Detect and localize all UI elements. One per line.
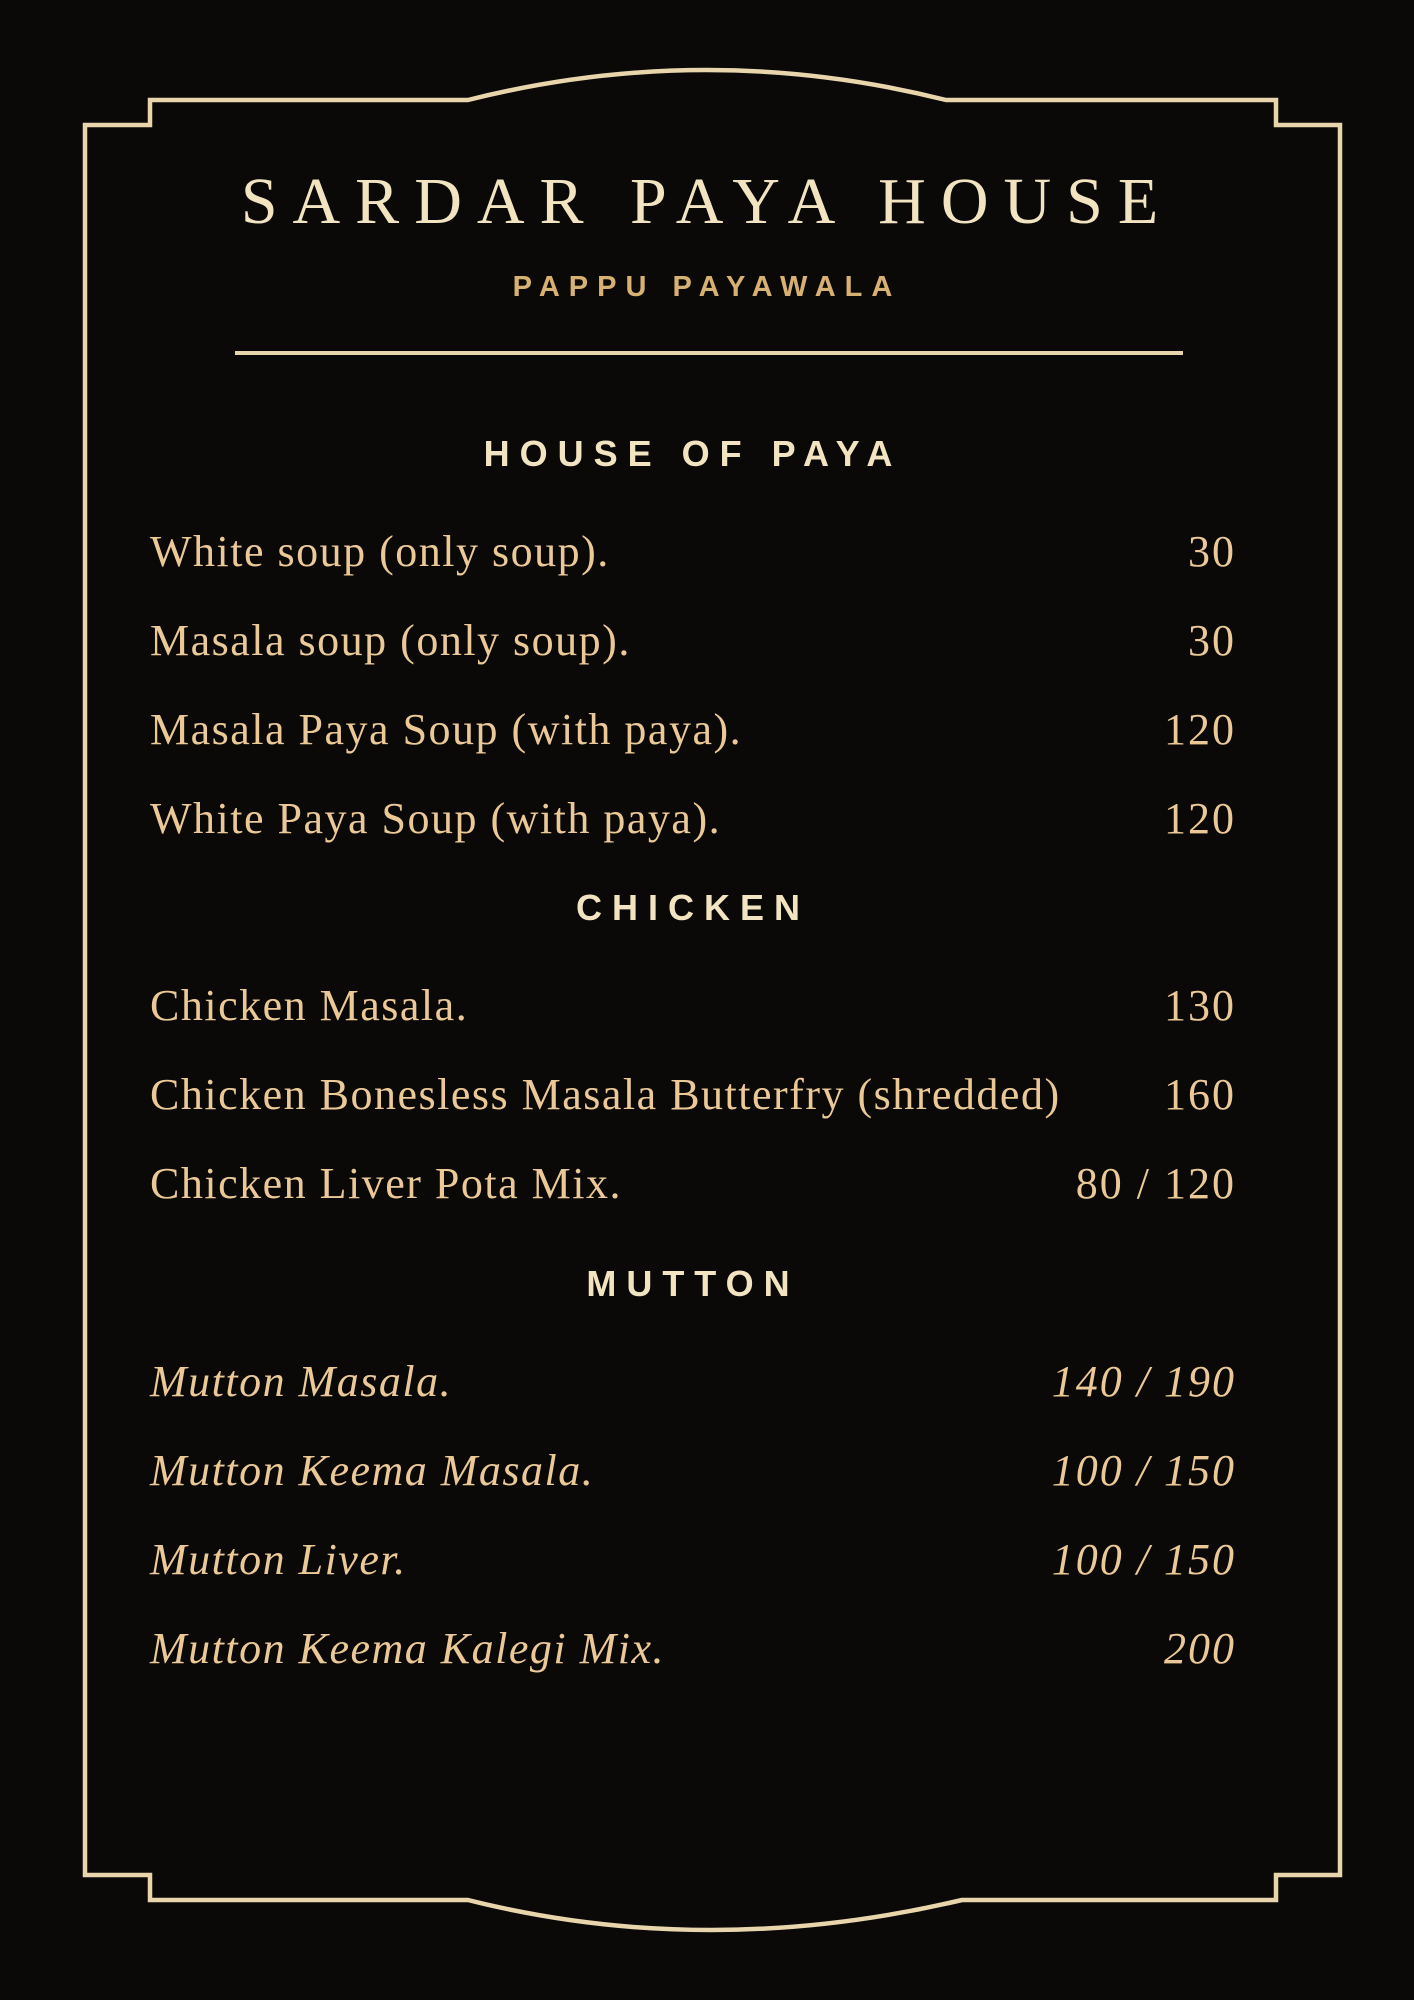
section-title: CHICKEN [575,887,810,928]
menu-item [150,981,1236,1030]
menu-item [150,1624,1236,1673]
title-divider [235,351,1183,355]
item-price: 80 / 120 [1075,1159,1236,1208]
section-title: MUTTON [586,1263,800,1304]
item-price: 130 [1164,981,1236,1030]
menu-section [150,432,1236,841]
item-name: Chicken Bonesless Masala Butterfry (shredded) [150,1070,1061,1119]
item-name: Masala Paya Soup (with paya). [150,705,743,754]
item-name: Mutton Keema Masala. [150,1446,595,1495]
restaurant-title: SARDAR PAYA HOUSE [240,165,1174,238]
menu-item [150,527,1236,576]
item-name: Mutton Liver. [150,1535,407,1584]
item-price: 120 [1164,705,1236,754]
menu-item [150,1159,1236,1208]
item-price: 100 / 150 [1051,1446,1236,1495]
menu-item [150,1446,1236,1495]
item-price: 30 [1188,616,1236,665]
item-name: White Paya Soup (with paya). [150,794,722,843]
item-price: 140 / 190 [1051,1357,1236,1406]
item-name: Chicken Liver Pota Mix. [150,1159,622,1208]
item-price: 120 [1164,794,1236,843]
menu-item [150,1070,1236,1119]
menu-item [150,616,1236,665]
menu-item [150,1535,1236,1584]
menu-item [150,1357,1236,1406]
menu-section [150,1262,1236,1671]
item-name: White soup (only soup). [150,527,610,576]
menu [150,432,1236,1716]
restaurant-subtitle: PAPPU PAYAWALA [512,271,902,303]
menu-item [150,705,1236,754]
item-name: Mutton Masala. [150,1357,453,1406]
item-name: Mutton Keema Kalegi Mix. [150,1624,666,1673]
item-price: 30 [1188,527,1236,576]
item-name: Masala soup (only soup). [150,616,631,665]
section-title: HOUSE OF PAYA [483,433,903,474]
menu-item [150,794,1236,843]
item-price: 100 / 150 [1051,1535,1236,1584]
item-price: 160 [1164,1070,1236,1119]
item-name: Chicken Masala. [150,981,469,1030]
item-price: 200 [1164,1624,1236,1673]
menu-section [150,886,1236,1206]
